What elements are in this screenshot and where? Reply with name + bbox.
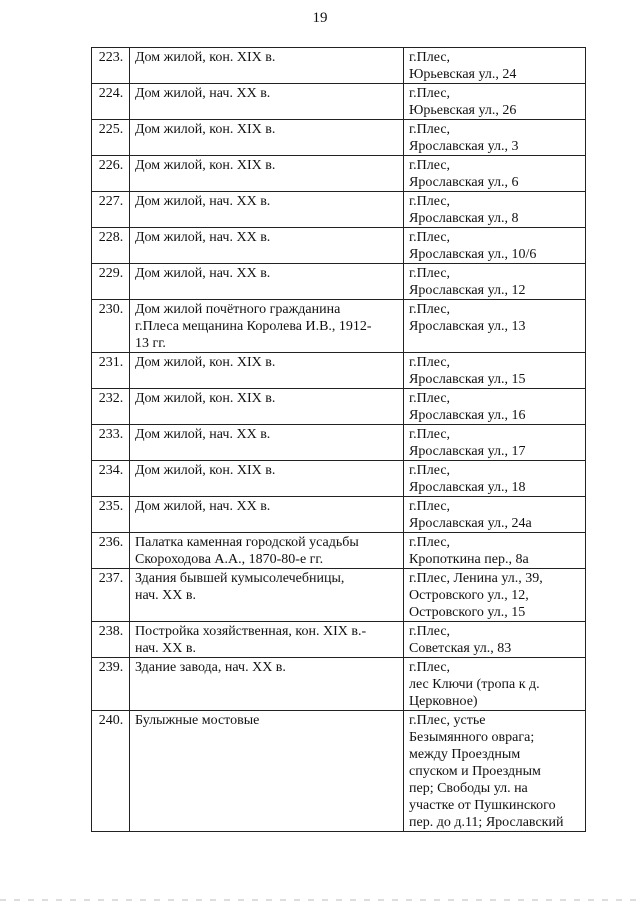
object-name: Дом жилой, нач. XX в. — [130, 228, 404, 264]
object-name: Дом жилой, кон. XIX в. — [130, 389, 404, 425]
object-address: г.Плес, лес Ключи (тропа к д. Церковное) — [404, 658, 586, 711]
object-address: г.Плес, Советская ул., 83 — [404, 622, 586, 658]
object-name: Дом жилой, кон. XIX в. — [130, 48, 404, 84]
table-row — [92, 353, 586, 389]
object-address: г.Плес, Ярославская ул., 6 — [404, 156, 586, 192]
row-number: 229. — [92, 264, 130, 300]
table-row — [92, 192, 586, 228]
row-number: 227. — [92, 192, 130, 228]
row-number: 235. — [92, 497, 130, 533]
table-row — [92, 711, 586, 832]
table-row — [92, 497, 586, 533]
object-name: Дом жилой, нач. XX в. — [130, 425, 404, 461]
registry-table-body — [92, 48, 586, 832]
heritage-registry-table — [91, 47, 586, 832]
object-name: Дом жилой почётного гражданина г.Плеса мещанина Королева И.В., 1912- 13 гг. — [130, 300, 404, 353]
row-number: 236. — [92, 533, 130, 569]
table-row — [92, 425, 586, 461]
table-row — [92, 84, 586, 120]
table-row — [92, 533, 586, 569]
table-row — [92, 48, 586, 84]
page-number: 19 — [312, 10, 328, 26]
scan-edge-artifact — [0, 899, 640, 901]
table-row — [92, 461, 586, 497]
row-number: 230. — [92, 300, 130, 353]
object-address: г.Плес, Ярославская ул., 13 — [404, 300, 586, 353]
object-name: Здания бывшей кумысолечебницы, нач. XX в. — [130, 569, 404, 622]
table-row — [92, 569, 586, 622]
table-row — [92, 389, 586, 425]
row-number: 226. — [92, 156, 130, 192]
object-address: г.Плес, Ярославская ул., 16 — [404, 389, 586, 425]
object-address: г.Плес, Юрьевская ул., 24 — [404, 48, 586, 84]
object-address: г.Плес, Кропоткина пер., 8а — [404, 533, 586, 569]
row-number: 224. — [92, 84, 130, 120]
row-number: 231. — [92, 353, 130, 389]
row-number: 238. — [92, 622, 130, 658]
row-number: 239. — [92, 658, 130, 711]
object-address: г.Плес, Ярославская ул., 15 — [404, 353, 586, 389]
object-name: Дом жилой, кон. XIX в. — [130, 156, 404, 192]
object-address: г.Плес, устье Безымянного оврага; между Проездным спуском и Проездным пер; Свободы ул. на участке от Пушкинского пер. до д.11; Ярославский — [404, 711, 586, 832]
object-address: г.Плес, Ярославская ул., 17 — [404, 425, 586, 461]
object-address: г.Плес, Ярославская ул., 10/6 — [404, 228, 586, 264]
row-number: 223. — [92, 48, 130, 84]
row-number: 234. — [92, 461, 130, 497]
object-name: Палатка каменная городской усадьбы Скороходова А.А., 1870-80-е гг. — [130, 533, 404, 569]
row-number: 240. — [92, 711, 130, 832]
table-row — [92, 300, 586, 353]
table-row — [92, 658, 586, 711]
row-number: 237. — [92, 569, 130, 622]
object-name: Дом жилой, кон. XIX в. — [130, 353, 404, 389]
object-name: Дом жилой, нач. XX в. — [130, 264, 404, 300]
row-number: 225. — [92, 120, 130, 156]
object-name: Дом жилой, нач. XX в. — [130, 192, 404, 228]
table-row — [92, 264, 586, 300]
object-name: Здание завода, нач. XX в. — [130, 658, 404, 711]
object-name: Дом жилой, нач. XX в. — [130, 84, 404, 120]
table-row — [92, 120, 586, 156]
object-address: г.Плес, Юрьевская ул., 26 — [404, 84, 586, 120]
object-address: г.Плес, Ярославская ул., 12 — [404, 264, 586, 300]
object-address: г.Плес, Ярославская ул., 18 — [404, 461, 586, 497]
object-address: г.Плес, Ленина ул., 39, Островского ул., 12, Островского ул., 15 — [404, 569, 586, 622]
object-name: Дом жилой, нач. XX в. — [130, 497, 404, 533]
row-number: 232. — [92, 389, 130, 425]
object-address: г.Плес, Ярославская ул., 8 — [404, 192, 586, 228]
table-row — [92, 156, 586, 192]
row-number: 233. — [92, 425, 130, 461]
object-name: Булыжные мостовые — [130, 711, 404, 832]
row-number: 228. — [92, 228, 130, 264]
object-name: Дом жилой, кон. XIX в. — [130, 461, 404, 497]
object-name: Постройка хозяйственная, кон. XIX в.- нач. XX в. — [130, 622, 404, 658]
object-name: Дом жилой, кон. XIX в. — [130, 120, 404, 156]
table-row — [92, 228, 586, 264]
object-address: г.Плес, Ярославская ул., 24а — [404, 497, 586, 533]
object-address: г.Плес, Ярославская ул., 3 — [404, 120, 586, 156]
table-row — [92, 622, 586, 658]
